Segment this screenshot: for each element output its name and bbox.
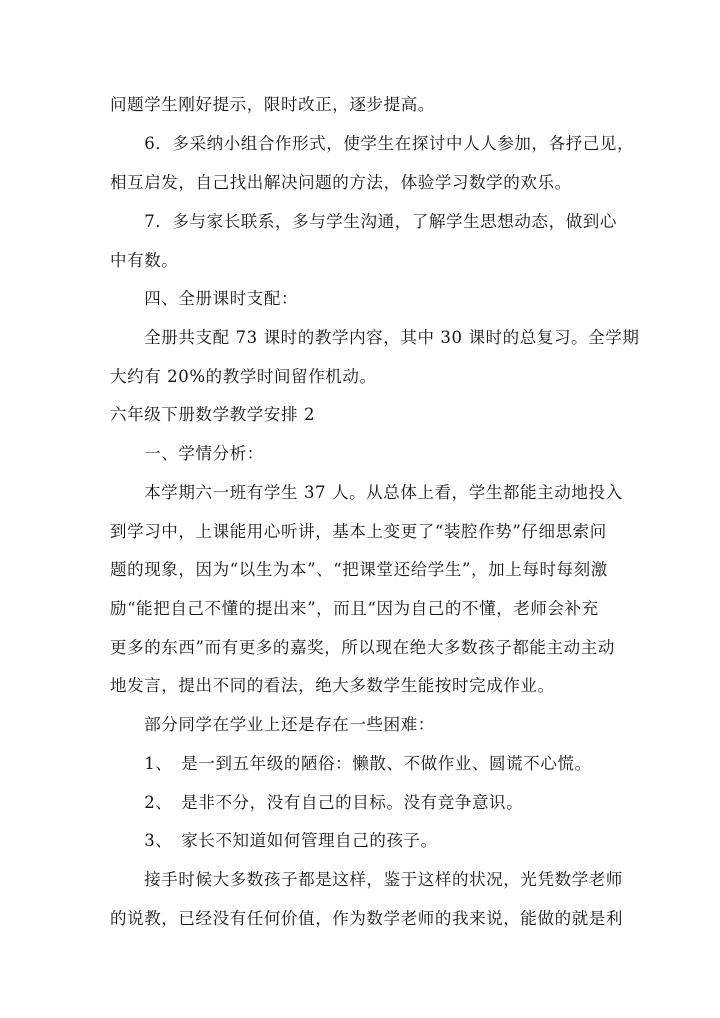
paragraph-1 xyxy=(110,86,610,125)
list-item-2 xyxy=(110,784,610,823)
text-line: 1、 是一到五年级的陋俗：懒散、不做作业、圆谎不心慌。 xyxy=(110,754,592,773)
text-line: 问题学生刚好提示，限时改正，逐步提高。 xyxy=(110,95,435,114)
text-line: 相互启发，自己找出解决问题的方法，体验学习数学的欢乐。 xyxy=(110,172,572,192)
paragraph-item-6 xyxy=(110,125,635,202)
text-line: 到学习中，上课能用心听讲，基本上变更了“装腔作势”仔细思索问 xyxy=(110,521,607,541)
text-line: 题的现象，因为“以生为本”、“把课堂还给学生”，加上每时每刻激 xyxy=(110,560,608,580)
text-line: 中有数。 xyxy=(110,250,179,270)
text-line: 7．多与家长联系，多与学生沟通，了解学生思想动态，做到心 xyxy=(110,212,617,231)
list-item-3 xyxy=(110,822,610,861)
section-heading-analysis xyxy=(110,435,610,474)
text-line: 3、 家长不知道如何管理自己的孩子。 xyxy=(110,831,438,850)
text-line: 更多的东西”而有更多的嘉奖，所以现在绝大多数孩子都能主动主动 xyxy=(110,637,615,657)
paragraph-item-7 xyxy=(110,203,617,280)
text-line: 的说教，已经没有任何价值，作为数学老师的我来说，能做的就是利 xyxy=(110,908,623,928)
text-line: 一、学情分析： xyxy=(110,444,264,463)
text-line: 六年级下册数学教学安排 2 xyxy=(110,405,316,424)
text-line: 四、全册课时支配： xyxy=(110,289,299,308)
paragraph-conclusion xyxy=(110,861,623,938)
text-line: 本学期六一班有学生 37 人。从总体上看，学生都能主动地投入 xyxy=(110,483,623,502)
text-line: 励“能把自己不懂的提出来”，而且“因为自己的不懂，老师会补充 xyxy=(110,599,599,619)
document-title-2 xyxy=(110,396,610,435)
text-line: 接手时候大多数孩子都是这样，鉴于这样的状况，光凭数学老师 xyxy=(110,870,623,889)
text-line: 大约有 20%的教学时间留作机动。 xyxy=(110,366,377,386)
text-line: 全册共支配 73 课时的教学内容，其中 30 课时的总复习。全学期 xyxy=(110,328,640,347)
paragraph-schedule xyxy=(110,319,640,396)
paragraph-difficulties xyxy=(110,706,610,745)
paragraph-analysis xyxy=(110,474,623,706)
text-line: 部分同学在学业上还是存在一些困难： xyxy=(110,715,435,734)
section-heading-schedule xyxy=(110,280,610,319)
text-line: 2、 是非不分，没有自己的目标。没有竞争意识。 xyxy=(110,793,524,812)
text-line: 6．多采纳小组合作形式，使学生在探讨中人人参加，各抒己见， xyxy=(110,134,635,153)
list-item-1 xyxy=(110,745,610,784)
text-line: 地发言，提出不同的看法，绝大多数学生能按时完成作业。 xyxy=(110,676,555,696)
